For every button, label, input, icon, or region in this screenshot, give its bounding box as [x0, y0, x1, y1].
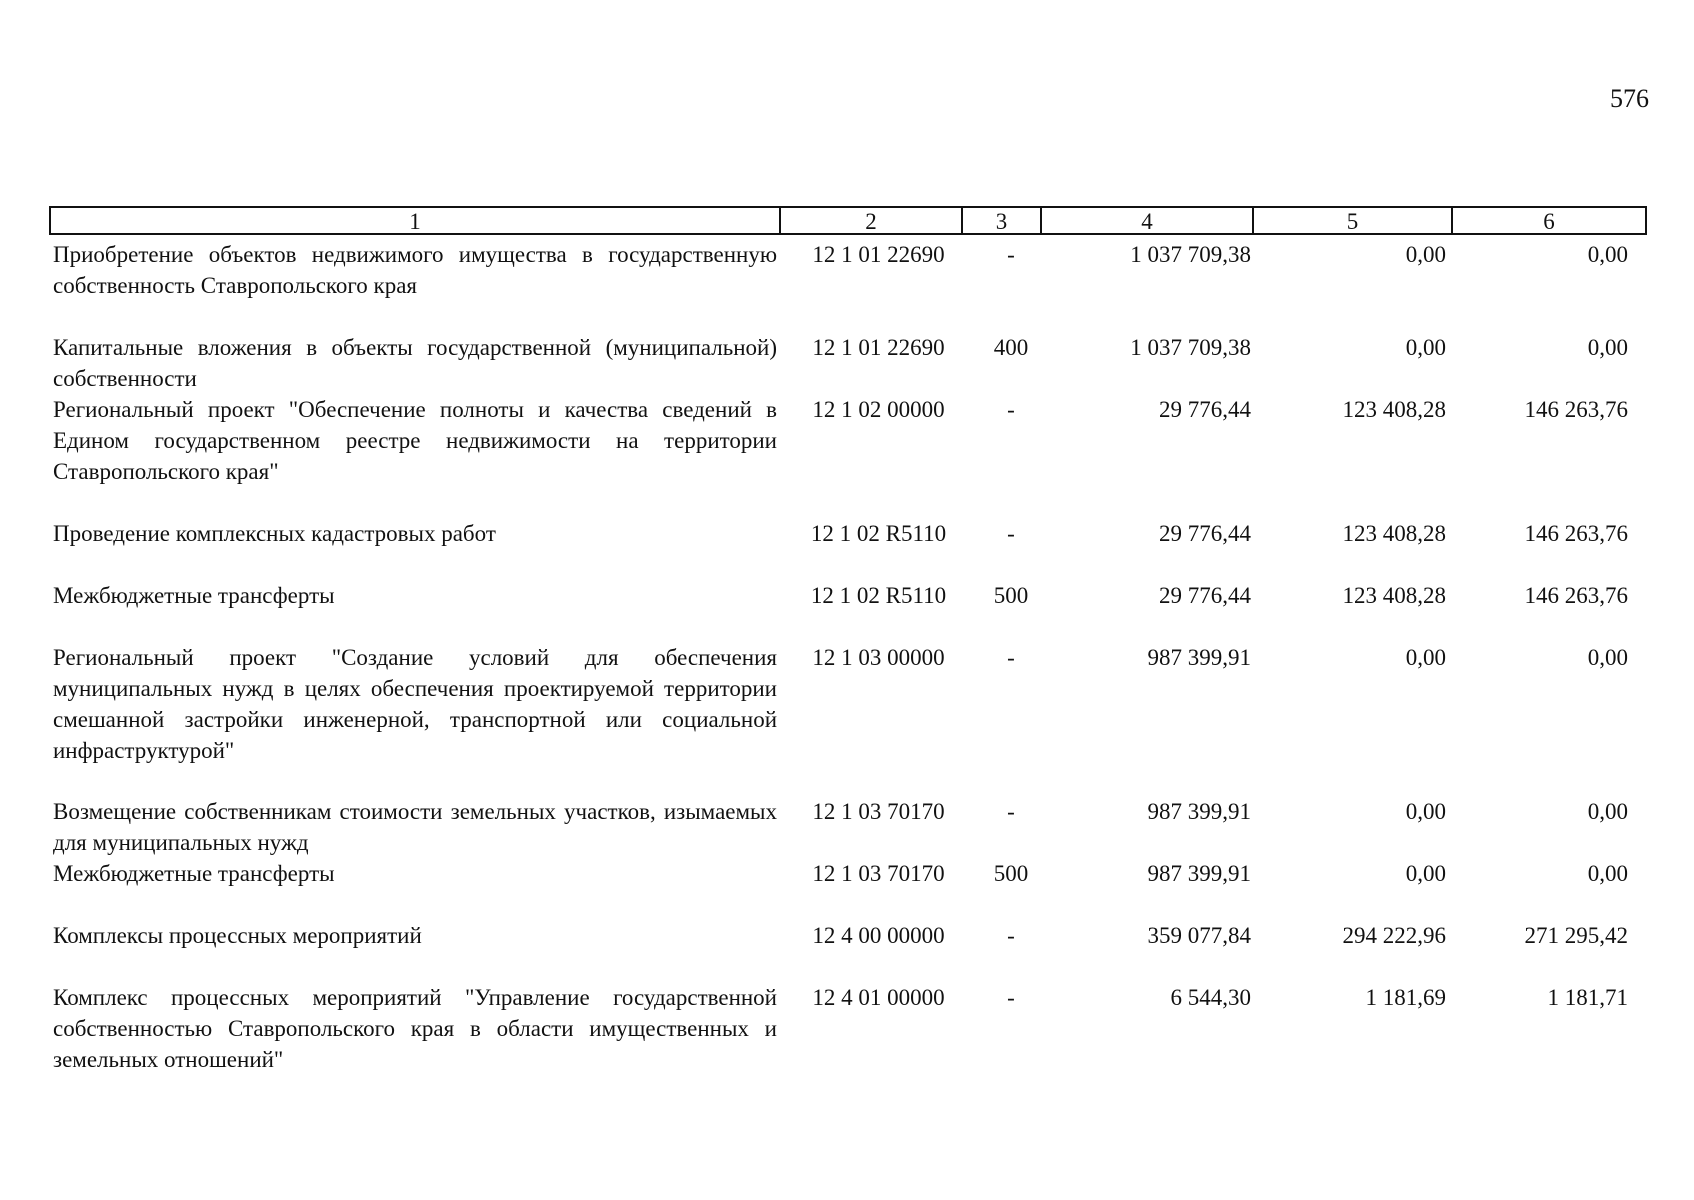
row-value-6: 146 263,76: [1524, 397, 1628, 422]
row-value-5: 1 181,69: [1365, 985, 1446, 1010]
row-value-5: 0,00: [1405, 645, 1446, 670]
row-type: -: [1007, 923, 1015, 948]
row-value-4: 29 776,44: [1159, 397, 1251, 422]
row-value-4: 29 776,44: [1159, 521, 1251, 546]
row-name: Капитальные вложения в объекты государственной (муниципальной) собственности: [53, 335, 777, 391]
row-value-5: 123 408,28: [1342, 583, 1446, 608]
row-type: -: [1007, 645, 1015, 670]
row-code: 12 1 01 22690: [812, 242, 945, 267]
table-header: [49, 206, 1647, 235]
row-type: -: [1007, 242, 1015, 267]
row-type: 500: [993, 861, 1029, 886]
column-header-3: 3: [961, 208, 1040, 233]
column-header-6: 6: [1451, 208, 1645, 233]
row-name: Межбюджетные трансферты: [53, 583, 335, 608]
row-code: 12 4 01 00000: [812, 985, 945, 1010]
row-value-4: 359 077,84: [1147, 923, 1251, 948]
row-value-4: 987 399,91: [1147, 645, 1251, 670]
row-value-5: 123 408,28: [1342, 521, 1446, 546]
row-type: -: [1007, 521, 1015, 546]
row-type: -: [1007, 397, 1015, 422]
row-value-5: 0,00: [1405, 335, 1446, 360]
row-name: Приобретение объектов недвижимого имущества в государственную собственность Ставропольского края: [53, 242, 777, 298]
page-number: 576: [1610, 84, 1649, 113]
row-value-6: 0,00: [1587, 861, 1628, 886]
row-value-4: 29 776,44: [1159, 583, 1251, 608]
row-type: -: [1007, 799, 1015, 824]
row-type: -: [1007, 985, 1015, 1010]
row-code: 12 1 03 00000: [812, 645, 945, 670]
column-header-5: 5: [1252, 208, 1451, 233]
row-value-6: 0,00: [1587, 335, 1628, 360]
row-value-5: 0,00: [1405, 861, 1446, 886]
row-value-4: 6 544,30: [1170, 985, 1251, 1010]
row-code: 12 1 01 22690: [812, 335, 945, 360]
row-code: 12 1 02 R5110: [810, 521, 947, 546]
row-code: 12 1 02 R5110: [810, 583, 947, 608]
row-type: 500: [993, 583, 1029, 608]
row-value-5: 0,00: [1405, 242, 1446, 267]
row-name: Межбюджетные трансферты: [53, 861, 335, 886]
row-value-6: 0,00: [1587, 242, 1628, 267]
row-name: Региональный проект "Создание условий для обеспечения муниципальных нужд в целях обеспечения проектируемой территории смешанной застройки инженерной, транспортной или социальной инфраструктурой": [53, 645, 777, 763]
row-value-5: 0,00: [1405, 799, 1446, 824]
column-header-2: 2: [779, 208, 961, 233]
row-value-4: 987 399,91: [1147, 861, 1251, 886]
row-name: Проведение комплексных кадастровых работ: [53, 521, 496, 546]
column-header-1: 1: [409, 209, 421, 234]
row-value-6: 1 181,71: [1547, 985, 1628, 1010]
row-value-6: 146 263,76: [1524, 521, 1628, 546]
row-value-4: 987 399,91: [1147, 799, 1251, 824]
column-header-4: 4: [1040, 208, 1252, 233]
row-code: 12 1 03 70170: [812, 799, 945, 824]
row-value-5: 294 222,96: [1342, 923, 1446, 948]
row-value-4: 1 037 709,38: [1130, 335, 1251, 360]
row-value-6: 0,00: [1587, 645, 1628, 670]
row-type: 400: [993, 335, 1029, 360]
row-value-6: 0,00: [1587, 799, 1628, 824]
row-name: Комплексы процессных мероприятий: [53, 923, 422, 948]
row-code: 12 1 03 70170: [812, 861, 945, 886]
row-code: 12 4 00 00000: [812, 923, 945, 948]
row-value-6: 146 263,76: [1524, 583, 1628, 608]
row-code: 12 1 02 00000: [812, 397, 945, 422]
row-value-4: 1 037 709,38: [1130, 242, 1251, 267]
row-name: Возмещение собственникам стоимости земельных участков, изымаемых для муниципальных нужд: [53, 799, 777, 855]
row-value-5: 123 408,28: [1342, 397, 1446, 422]
row-name: Региональный проект "Обеспечение полноты и качества сведений в Едином государственном реестре недвижимости на территории Ставропольского края": [53, 397, 777, 484]
row-name: Комплекс процессных мероприятий "Управление государственной собственностью Ставропольского края в области имущественных и земельных отношений": [53, 985, 777, 1072]
row-value-6: 271 295,42: [1524, 923, 1628, 948]
